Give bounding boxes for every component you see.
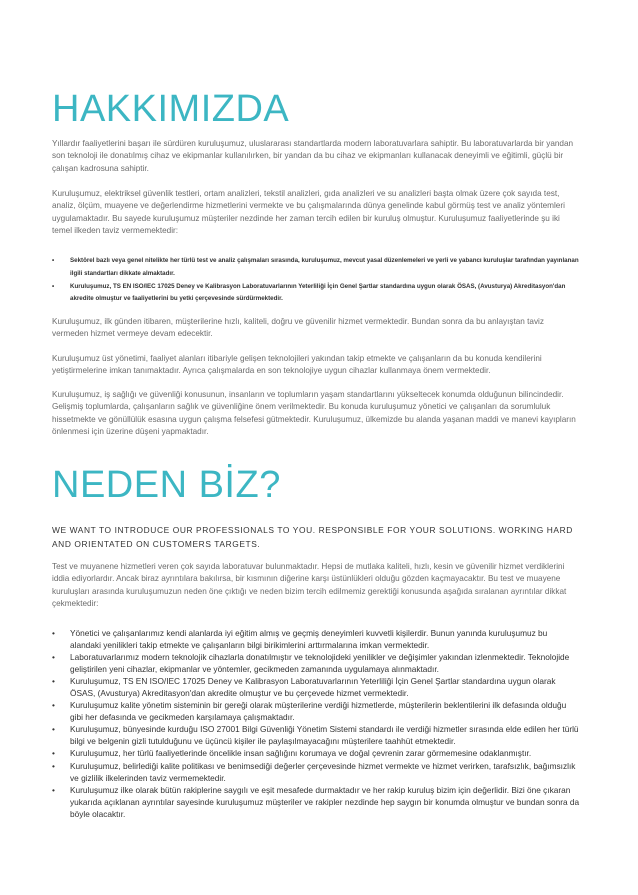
why-us-intro: Test ve muyanene hizmetleri veren çok sayıda laboratuvar bulunmaktadır. Hepsi de mutlaka kaliteli, hızlı, kesin ve güvenilir hizmet verdiklerini iddia ediyorlardır. Ancak biraz ayrıntılara bakılırsa, bir kısmının diğerine karşı üstünlükleri olduğu gözden kaçmayacaktır. Bu test ve muayene kuruluşları arasında kuruluşumuzun neden öne çıktığı ve neden bizim tercih edilmemiz gerektiği konusunda aşağıda sıralanan ayrıntılar dikkat çekmektedir: <box>52 562 567 608</box>
about-principles-list <box>52 255 580 306</box>
bullet-icon: • <box>52 282 55 290</box>
bullet-icon: • <box>52 628 55 638</box>
list-item: • Kuruluşumuz, belirlediği kalite politikası ve benimsediği değerler çerçevesinde hizmet vermekte ve hizmet verirken, tarafsızlık, bağımsızlık ve gizlilik ilkelerinden taviz vermemektedir. <box>52 760 576 783</box>
list-item: • Kuruluşumuz ilke olarak bütün rakiplerine saygılı ve eşit mesafede durmaktadır ve her rakip kuruluş bizim için değerlidir. Bizi öne çıkaran yukarıda açıklanan ayrıntılar sayesinde kuruluşumuz müşteriler ve rakipler nezdinde hep saygın bir konumda olmuştur ve bundan sonra da böyle olacaktır. <box>52 784 580 819</box>
bullet-icon: • <box>52 257 55 264</box>
list-item: • Kuruluşumuz, her türlü faaliyetlerinde öncelikle insan sağlığını korumaya ve doğal çevrenin zarar görmemesine odaklanmıştır. <box>52 748 532 759</box>
about-paragraph-4: Kuruluşumuz üst yönetimi, faaliyet alanları itibariyle gelişen teknolojileri yakından takip etmekte ve çalışanların da bu konuda kendilerini yetiştirmelerine imkan tanımaktadır. Ayrıca çalışmalarda en son teknolojiye uygun cihazlar kullanmaya önem vermektedir. <box>52 354 542 376</box>
list-item: • Sektörel bazlı veya genel nitelikte her türlü test ve analiz çalışmaları sırasında, kuruluşumuz, mevcut yasal düzenlemeleri ve yerli ve yabancı kuruluşlar tarafından yayınlanan ilgili standartları dikkate almaktadır. <box>52 257 579 277</box>
bullet-icon: • <box>52 700 55 711</box>
bullet-icon: • <box>52 784 55 795</box>
bullet-icon: • <box>52 724 55 735</box>
list-item: • Kuruluşumuz, TS EN ISO/IEC 17025 Deney ve Kalibrasyon Laboratuvarlarının Yeterliliği İçin Genel Şartlar standardına uygun olarak ÖSAS, (Avusturya) Akreditasyon'dan akredite olmuştur ve bu çerçevede hizmet vermektedir. <box>52 676 556 699</box>
bullet-icon: • <box>52 760 55 771</box>
why-us-tagline: WE WANT TO INTRODUCE OUR PROFESSIONALS TO YOU. RESPONSIBLE FOR YOUR SOLUTIONS. WORKING HARD AND ORIENTATED ON CUSTOMERS TARGETS. <box>52 525 573 549</box>
list-item: • Laboratuvarlarımız modern teknolojik cihazlarla donatılmıştır ve teknolojideki yenilikler ve değişimler yakından izlenmektedir. Teknolojide geliştirilen yeni cihazlar, ekipmanlar ve yöntemler, gecikmeden zamanında uygulamaya alınmaktadır. <box>52 652 570 675</box>
about-paragraph-2: Kuruluşumuz, elektriksel güvenlik testleri, ortam analizleri, tekstil analizleri, gıda analizleri ve su analizleri başta olmak üzere çok sayıda test, analiz, ölçüm, muayene ve değerlendirme hizmetlerini vermekte ve bu çalışmalarında dünya genelinde kabul görmüş test ve analiz yöntemleri uygulamaktadır. Bu sayede kuruluşumuz müşteriler nezdinde her zaman tercih edilen bir kuruluş olmuştur. Kuruluşumuz faaliyetlerinde şu iki temel ilkeden taviz vermemektedir: <box>52 189 565 235</box>
bullet-icon: • <box>52 676 55 687</box>
list-item: • Kuruluşumuz, TS EN ISO/IEC 17025 Deney ve Kalibrasyon Laboratuvarlarının Yeterliliği İçin Genel Şartlar standardına uygun olarak ÖSAS, (Avusturya) Akreditasyon'dan akredite olmuştur ve faaliyetlerini bu yetki çerçevesinde sürdürmektedir. <box>52 282 566 303</box>
list-item: • Yönetici ve çalışanlarımız kendi alanlarda iyi eğitim almış ve geçmiş deneyimleri kuvvetli kişilerdir. Bunun yanında kuruluşumuz bu alandaki yenilikleri takip etmekte ve çalışanların bilgi birikimlerini arttırmalarına imkan vermektedir. <box>52 628 548 651</box>
about-paragraph-1: Yıllardır faaliyetlerini başarı ile sürdüren kuruluşumuz, uluslararası standartlarda modern laboratuvarlara sahiptir. Bu laboratuvarlarda bir yandan son teknoloji ile donatılmış cihaz ve ekipmanlar kullanılırken, bir yandan da bu cihaz ve ekipmanları kullanacak deneyimli ve eğitimli, güçlü bir çalışan kadrosuna sahiptir. <box>52 139 574 173</box>
about-paragraph-5: Kuruluşumuz, iş sağlığı ve güvenliği konusunun, insanların ve toplumların yaşam standartlarını yükseltecek konumda olduğunun bilincindedir. Gelişmiş toplumlarda, çalışanların sağlık ve güvenliğine önem verilmektedir. Bu konuda kuruluşumuz yönetici ve çalışanları da sorumluluk hissetmekte ve gönüllülük esasına uygun çalışma felsefesi gütmektedir. Kuruluşumuz, ülkemizde bu alanda yaşanan maddi ve manevi kayıpların önlenmesi için üzerine düşeni yapmaktadır. <box>52 390 576 436</box>
about-heading: HAKKIMIZDA <box>52 88 290 130</box>
about-paragraph-3: Kuruluşumuz, ilk günden itibaren, müşterilerine hızlı, kaliteli, doğru ve güvenilir hizmet vermektedir. Bundan sonra da bu anlayıştan taviz vermeden hizmet vermeye devam edecektir. <box>52 317 544 339</box>
list-item: • Kuruluşumuz, bünyesinde kurduğu ISO 27001 Bilgi Güvenliği Yönetim Sistemi standardı ile verdiği hizmetler sırasında elde edilen her türlü bilgi ve belgenin gizli tutulduğunu ve üçüncü kişiler ile paylaşılmayacağını müşterilere taahhüt etmektedir. <box>52 724 579 747</box>
why-us-heading: NEDEN BİZ? <box>52 464 281 506</box>
list-item: • Kuruluşumuz kalite yönetim sisteminin bir gereği olarak müşterilerine verdiği hizmetlerde, müşterilerin beklentilerini ilk defasında olduğu gibi her defasında ve gecikmeden karşılamaya çalışmaktadır. <box>52 700 567 723</box>
bullet-icon: • <box>52 652 55 663</box>
bullet-icon: • <box>52 748 55 759</box>
why-us-list <box>52 627 580 820</box>
